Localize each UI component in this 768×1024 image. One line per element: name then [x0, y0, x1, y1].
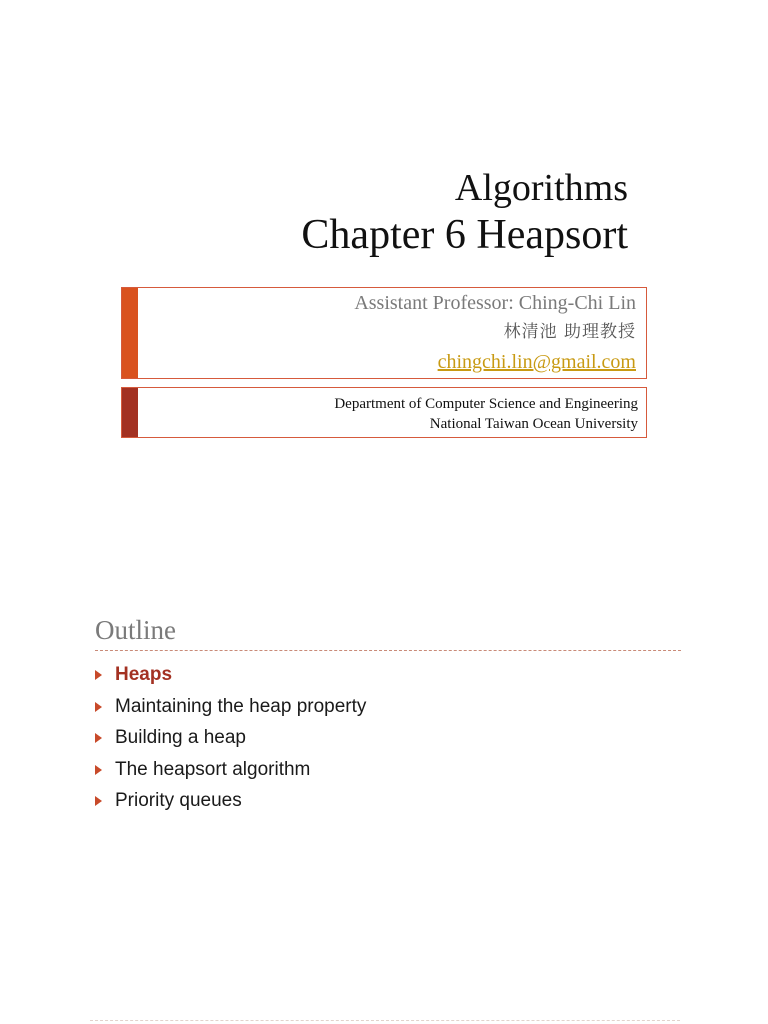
outline-section [95, 612, 681, 817]
outline-item-label: Heaps [115, 664, 173, 685]
title-chapter: Chapter 6 Heapsort [301, 212, 628, 258]
presenter-box [121, 287, 647, 379]
presenter-email-link[interactable]: chingchi.lin@gmail.com [437, 351, 636, 373]
outline-item-maintaining [95, 691, 681, 723]
outline-item-heaps [95, 659, 681, 691]
outline-item-label: The heapsort algorithm [115, 758, 311, 780]
outline-item-priority [95, 785, 681, 817]
affiliation-box [121, 387, 647, 438]
triangle-right-icon [95, 765, 102, 775]
affiliation-accent-bar [122, 388, 138, 437]
triangle-right-icon [95, 796, 102, 806]
affiliation-content [334, 394, 638, 434]
outline-item-heapsort [95, 754, 681, 786]
triangle-right-icon [95, 702, 102, 712]
outline-item-building [95, 722, 681, 754]
outline-title: Outline [95, 612, 681, 651]
university-name: National Taiwan Ocean University [429, 416, 638, 432]
triangle-right-icon [95, 670, 102, 680]
outline-item-label: Maintaining the heap property [115, 695, 367, 717]
department-name: Department of Computer Science and Engineering [334, 396, 638, 412]
slide-title [301, 166, 628, 260]
footer-divider [90, 1020, 680, 1021]
outline-list [95, 659, 681, 817]
outline-item-label: Priority queues [115, 790, 242, 811]
triangle-right-icon [95, 733, 102, 743]
title-algorithms: Algorithms [454, 167, 628, 209]
presenter-name: Assistant Professor: Ching-Chi Lin [354, 292, 636, 314]
presenter-accent-bar [122, 288, 138, 378]
outline-item-label: Building a heap [115, 727, 246, 748]
presenter-content [354, 289, 636, 377]
presenter-name-cjk: 林清池 助理教授 [503, 322, 636, 342]
